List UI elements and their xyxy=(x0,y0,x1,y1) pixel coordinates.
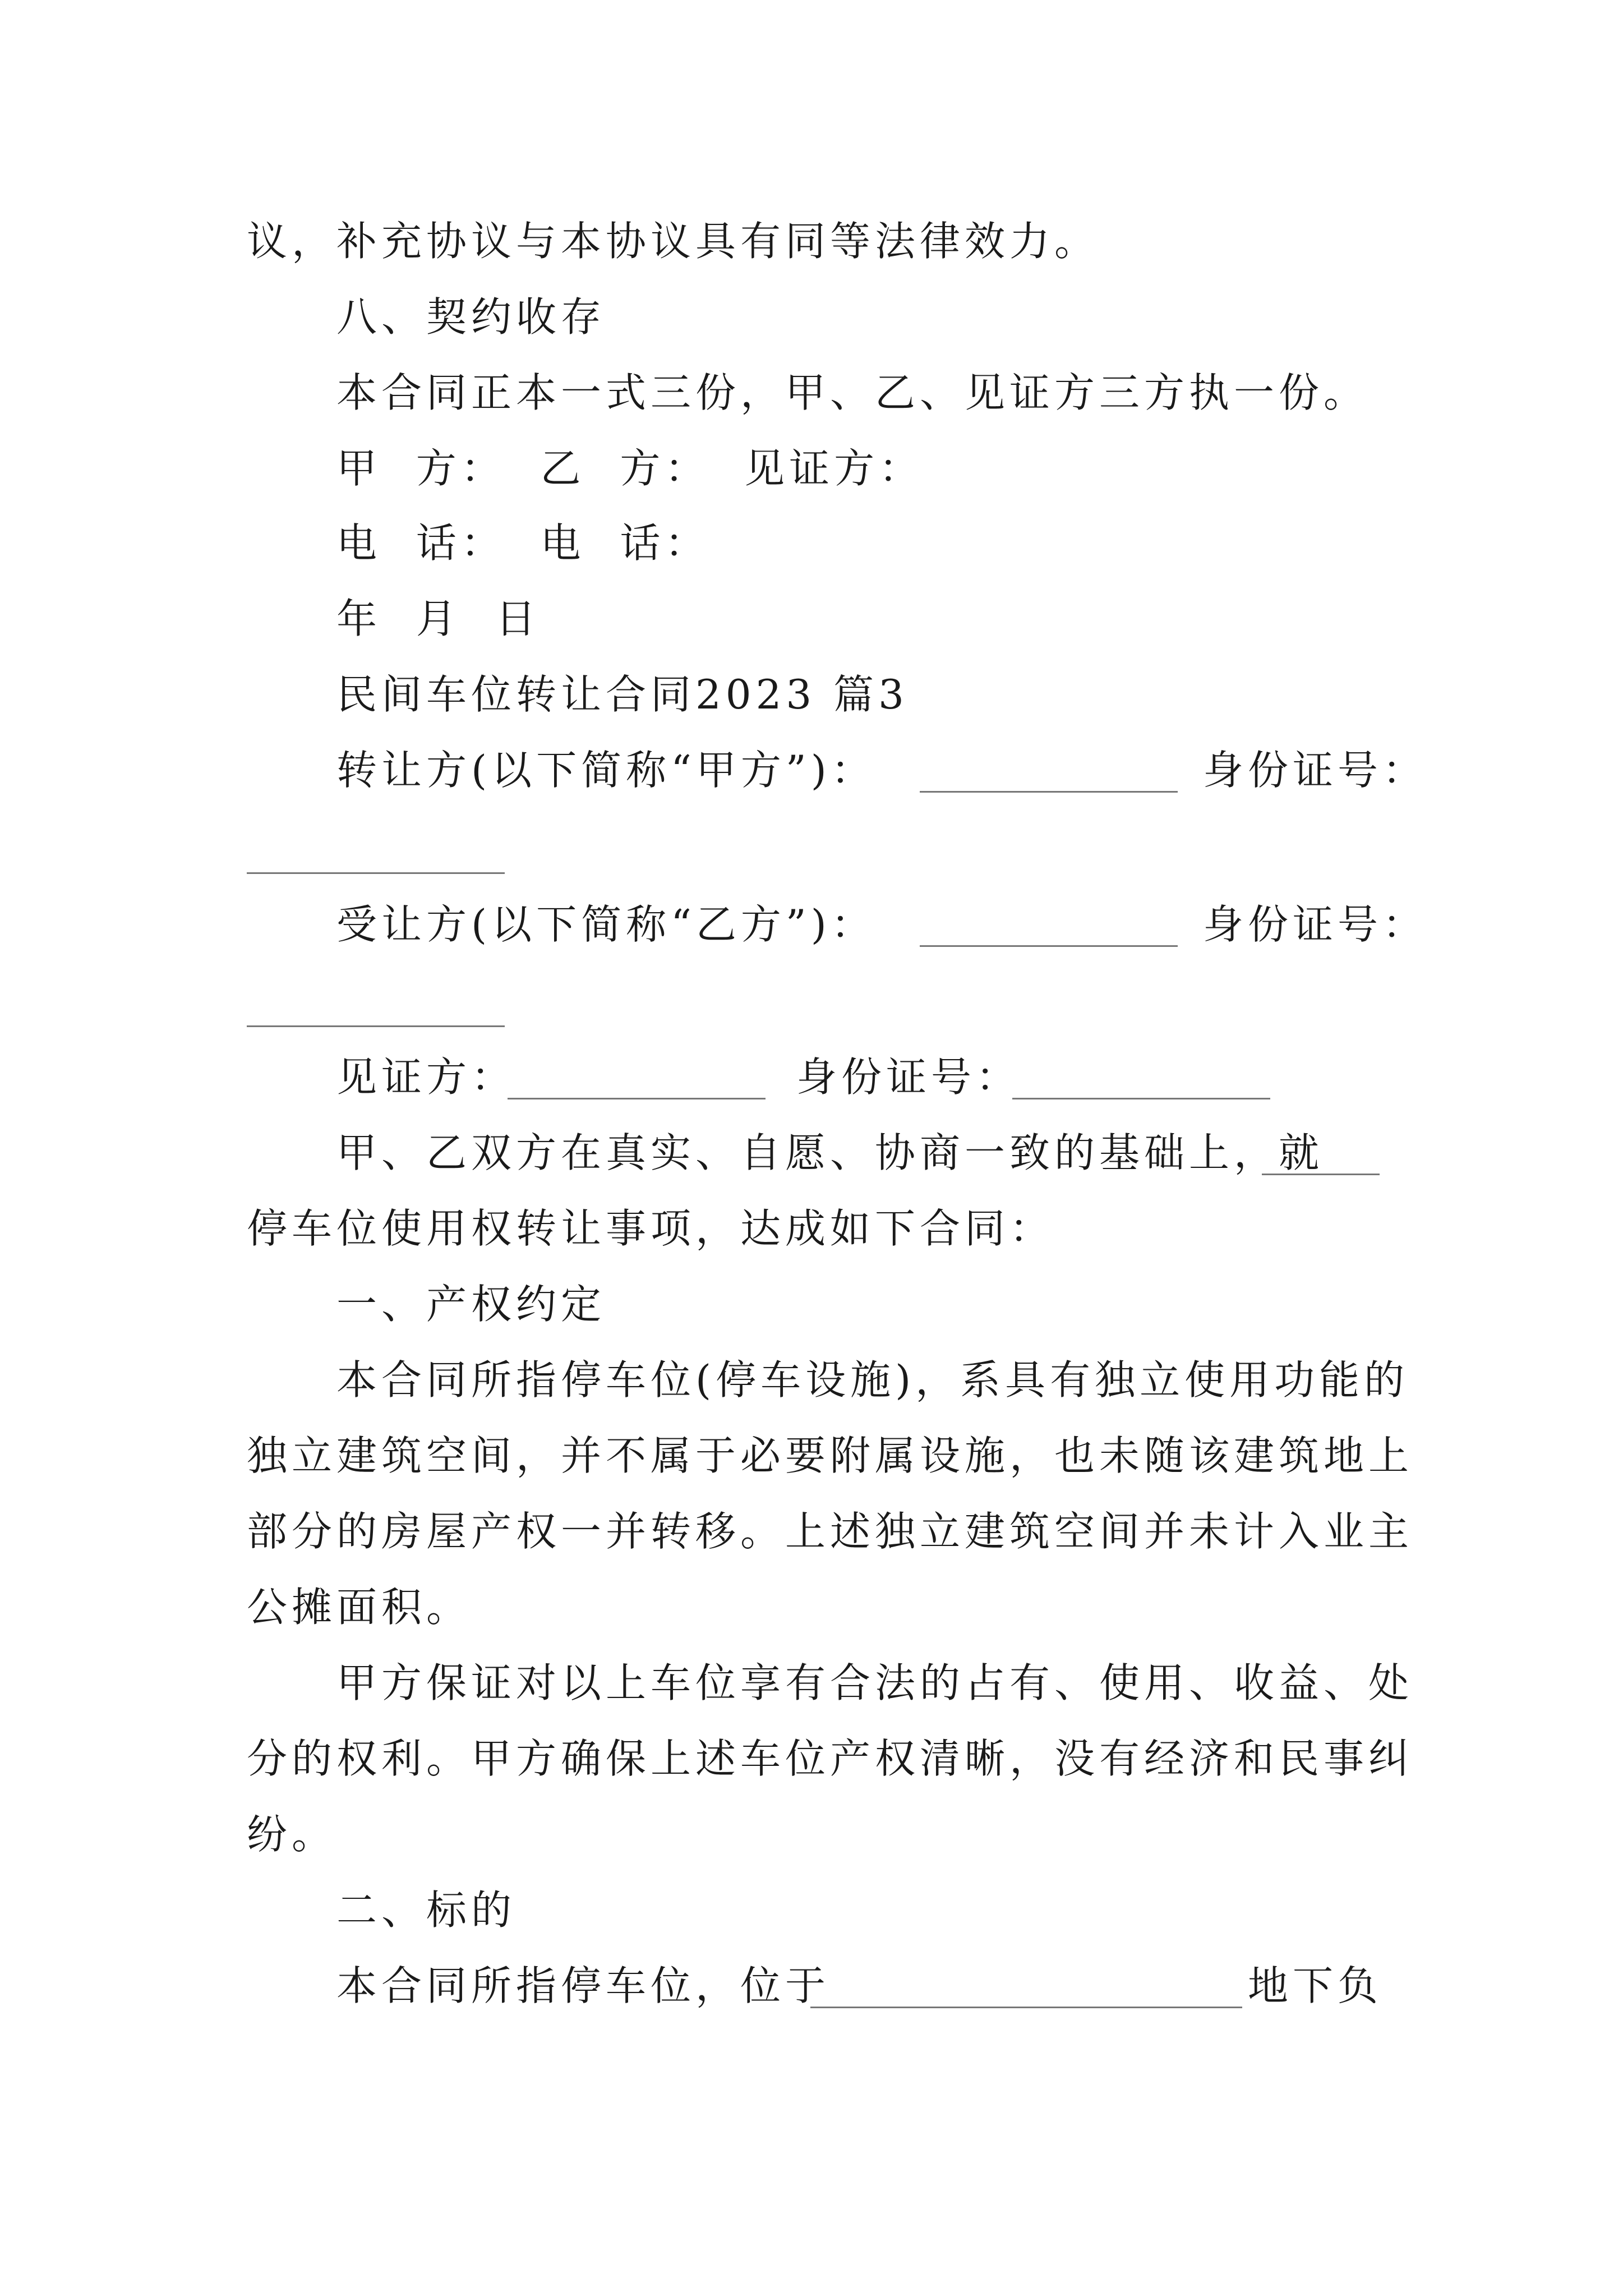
paragraph-line: 本合同正本一式三份，甲、乙、见证方三方执一份。 xyxy=(336,369,1369,416)
paragraph-line: 停车位使用权转让事项，达成如下合同： xyxy=(247,1205,1055,1252)
paragraph-line: 甲方保证对以上车位享有合法的占有、使用、收益、处 xyxy=(336,1659,1414,1706)
section-heading: 二、标的 xyxy=(336,1887,517,1934)
transferor-blank xyxy=(920,791,1178,793)
id-number-label: 身份证号： xyxy=(1203,747,1428,794)
date-line: 年 月 日 xyxy=(336,595,541,642)
location-blank xyxy=(810,2007,1242,2008)
section-heading: 八、契约收存 xyxy=(336,293,606,341)
paragraph-line: 甲、乙双方在真实、自愿、协商一致的基础上，就 xyxy=(336,1129,1324,1176)
paragraph-line: 公摊面积。 xyxy=(247,1584,472,1631)
id-number-label: 身份证号： xyxy=(1203,901,1428,948)
paragraph-line: 议，补充协议与本协议具有同等法律效力。 xyxy=(247,218,1100,265)
phone-line: 电 话： 电 话： xyxy=(336,519,710,567)
paragraph-line: 本合同所指停车位(停车设施)，系具有独立使用功能的 xyxy=(336,1356,1409,1404)
parking-location-blank xyxy=(1262,1174,1380,1175)
paragraph-line: 独立建筑空间，并不属于必要附属设施，也未随该建筑地上 xyxy=(247,1432,1414,1479)
transferee-blank xyxy=(920,945,1178,947)
id-number-label: 身份证号： xyxy=(796,1053,1021,1101)
paragraph-line: 本合同所指停车位，位于 xyxy=(336,1962,831,2009)
section-heading: 一、产权约定 xyxy=(336,1281,606,1328)
transferee-id-blank xyxy=(247,1025,505,1027)
transferor-label: 转让方(以下简称“甲方”)： xyxy=(336,747,876,794)
transferor-id-blank xyxy=(247,872,505,874)
paragraph-line: 地下负 xyxy=(1248,1962,1383,2009)
paragraph-line: 分的权利。甲方确保上述车位产权清晰，没有经济和民事纠 xyxy=(247,1735,1414,1782)
paragraph-line: 部分的房屋产权一并转移。上述独立建筑空间并未计入业主 xyxy=(247,1508,1414,1555)
signature-line: 甲 方： 乙 方： 见证方： xyxy=(336,445,924,492)
witness-blank xyxy=(508,1098,766,1099)
witness-label: 见证方： xyxy=(336,1053,517,1101)
contract-title: 民间车位转让合同2023 篇3 xyxy=(336,671,909,718)
paragraph-line: 纷。 xyxy=(247,1811,337,1858)
transferee-label: 受让方(以下简称“乙方”)： xyxy=(336,901,876,948)
witness-id-blank xyxy=(1012,1098,1270,1099)
